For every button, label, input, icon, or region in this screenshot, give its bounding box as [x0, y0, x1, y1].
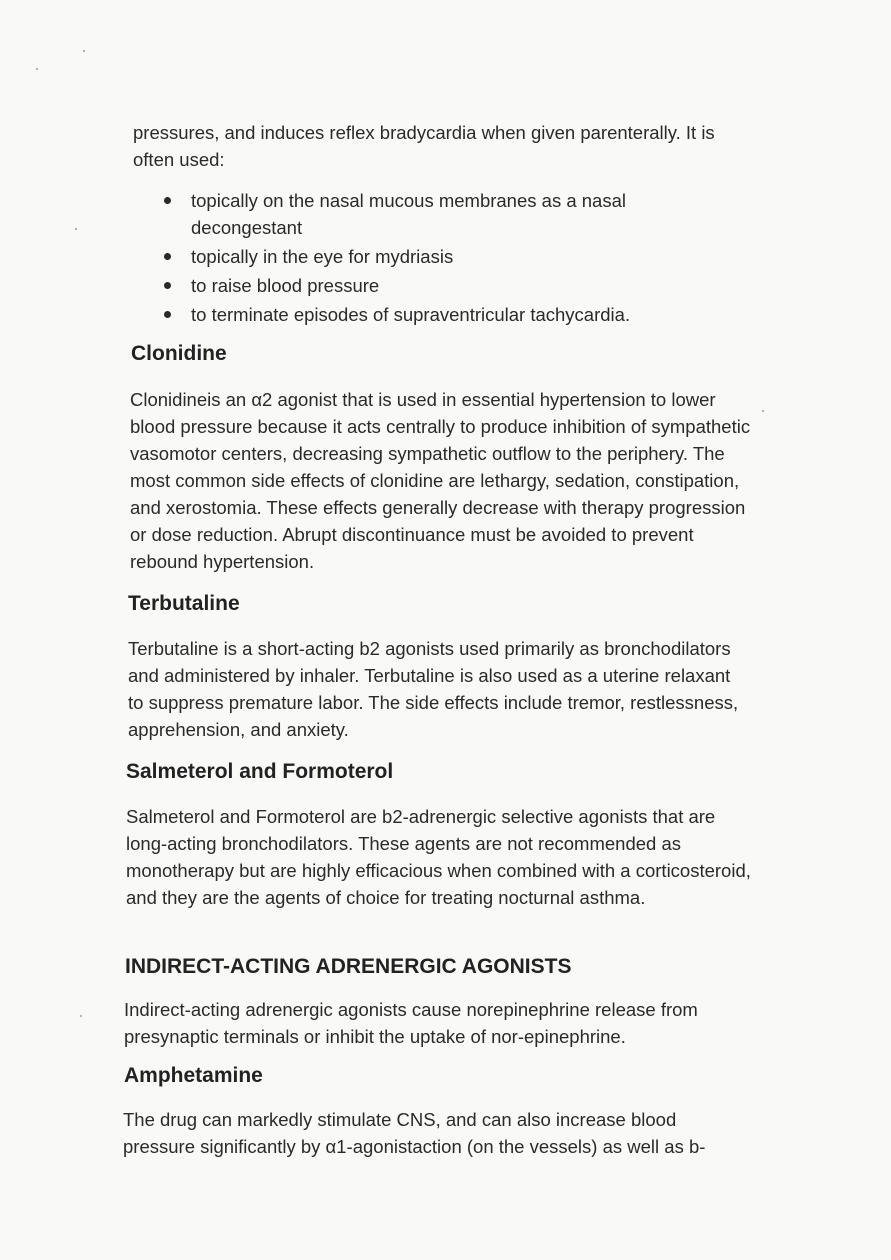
bullet-icon — [164, 197, 171, 204]
list-item: topically on the nasal mucous membranes as a nasal decongestant — [131, 187, 741, 241]
scan-speck — [75, 228, 77, 230]
amphetamine-heading: Amphetamine — [124, 1064, 263, 1087]
salmeterol-paragraph: Salmeterol and Formoterol are b2-adrenergic selective agonists that are long-acting bronchodilators. These agents are not recommended as monotherapy but are highly efficacious when combined with a corticosteroid, and they are the agents of choice for treating nocturnal asthma. — [126, 806, 751, 908]
indirect-agonists-heading: INDIRECT-ACTING ADRENERGIC AGONISTS — [125, 955, 572, 978]
clonidine-paragraph: Clonidineis an α2 agonist that is used in essential hypertension to lower blood pressure because it acts centrally to produce inhibition of sympathetic vasomotor centers, decreasing sympathetic outflow to the periphery. The most common side effects of clonidine are lethargy, sedation, constipation, and xerostomia. These effects generally decrease with therapy progression or dose reduction. Abrupt discontinuance must be avoided to prevent rebound hypertension. — [130, 389, 751, 572]
bullet-icon — [164, 253, 171, 260]
scan-speck — [80, 1015, 82, 1017]
amphetamine-paragraph: The drug can markedly stimulate CNS, and can also increase blood pressure significantly by α1-agonistaction (on the vessels) as well as b- — [123, 1109, 706, 1157]
scan-speck — [83, 50, 85, 52]
bullet-icon — [164, 282, 171, 289]
list-item: to terminate episodes of supraventricular tachycardia. — [131, 301, 741, 328]
list-item: topically in the eye for mydriasis — [131, 243, 741, 270]
salmeterol-heading: Salmeterol and Formoterol — [126, 760, 394, 783]
terbutaline-heading: Terbutaline — [128, 592, 240, 615]
scan-speck — [36, 68, 38, 70]
indirect-agonists-paragraph: Indirect-acting adrenergic agonists cause norepinephrine release from presynaptic terminals or inhibit the uptake of nor-epinephrine. — [124, 999, 698, 1047]
terbutaline-paragraph: Terbutaline is a short-acting b2 agonists used primarily as bronchodilators and administered by inhaler. Terbutaline is also used as a uterine relaxant to suppress premature labor. The side effects include tremor, restlessness, apprehension, and anxiety. — [128, 638, 739, 740]
list-item: to raise blood pressure — [131, 272, 741, 299]
scan-speck — [762, 410, 764, 412]
uses-list — [131, 187, 741, 330]
clonidine-heading: Clonidine — [131, 342, 227, 365]
bullet-icon — [164, 311, 171, 318]
intro-paragraph: pressures, and induces reflex bradycardia when given parenterally. It is often used: — [133, 122, 715, 170]
